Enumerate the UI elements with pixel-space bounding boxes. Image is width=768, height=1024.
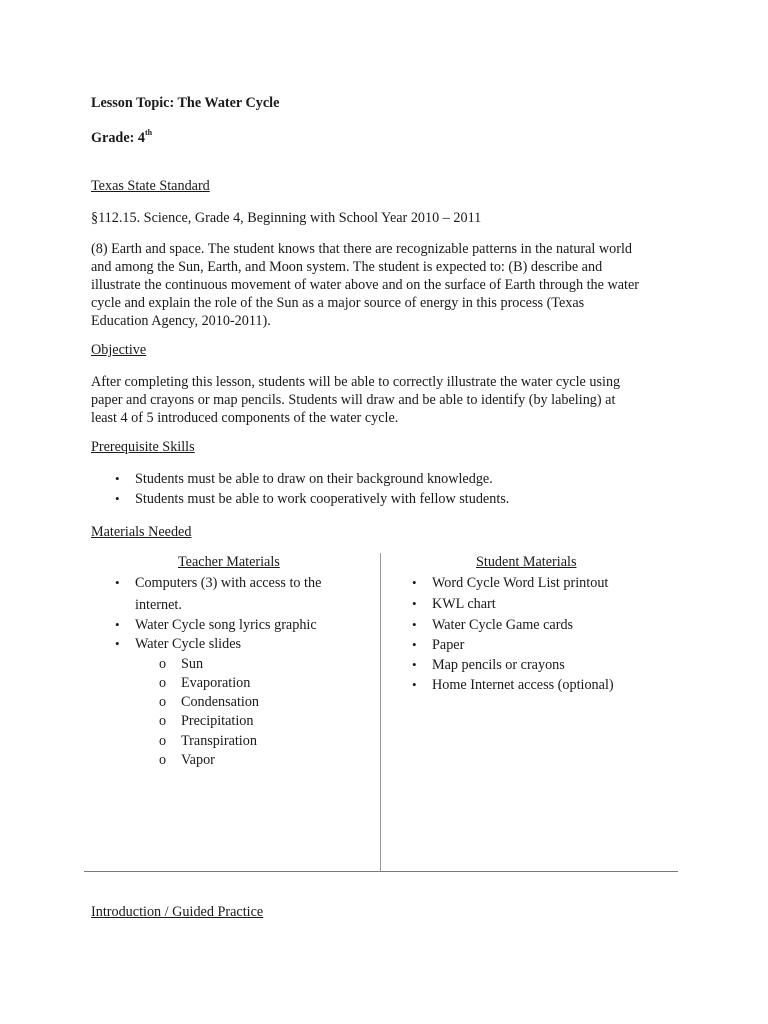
bullet-icon: • [115,491,120,506]
standard-text-line: and among the Sun, Earth, and Moon system. The student is expected to: (B) describe and [91,259,603,275]
slide-subitem: Vapor [181,752,215,768]
bullet-icon: • [115,636,120,651]
student-material-item: Home Internet access (optional) [432,677,614,693]
introduction-heading: Introduction / Guided Practice [91,904,264,920]
bullet-icon: • [412,596,417,611]
teacher-materials-heading: Teacher Materials [178,554,280,570]
standard-code: §112.15. Science, Grade 4, Beginning with School Year 2010 – 2011 [91,210,482,226]
bullet-icon: • [412,657,417,672]
sub-bullet-icon: o [159,694,167,710]
student-materials-heading: Student Materials [476,554,577,570]
standard-text-line: Education Agency, 2010-2011). [91,313,271,329]
table-bottom-rule [84,871,678,872]
bullet-icon: • [115,617,120,632]
materials-heading: Materials Needed [91,524,192,540]
standard-text-line: cycle and explain the role of the Sun as a major source of energy in this process (Texas [91,295,585,311]
bullet-icon: • [412,637,417,652]
grade-label: Grade: 4 [91,130,145,146]
standard-text-line: (8) Earth and space. The student knows that there are recognizable patterns in the natural world [91,241,633,257]
standard-text-line: illustrate the continuous movement of water above and on the surface of Earth through the water [91,277,640,293]
bullet-icon: • [412,575,417,590]
student-material-item: Water Cycle Game cards [432,617,574,633]
grade-suffix: th [144,128,153,137]
sub-bullet-icon: o [159,713,167,729]
slide-subitem: Evaporation [181,675,251,691]
sub-bullet-icon: o [159,733,167,749]
bullet-icon: • [412,677,417,692]
bullet-icon: • [115,471,120,486]
standard-heading: Texas State Standard [91,178,210,194]
sub-bullet-icon: o [159,752,167,768]
teacher-material-item: Computers (3) with access to the [135,575,322,591]
teacher-material-item: Water Cycle song lyrics graphic [135,617,317,633]
bullet-icon: • [115,575,120,590]
objective-text-line: least 4 of 5 introduced components of the water cycle. [91,410,399,426]
student-material-item: Paper [432,637,465,653]
sub-bullet-icon: o [159,675,167,691]
sub-bullet-icon: o [159,656,167,672]
objective-text-line: After completing this lesson, students will be able to correctly illustrate the water cycle using [91,374,621,390]
lesson-topic: Lesson Topic: The Water Cycle [91,95,280,111]
teacher-material-item: Water Cycle slides [135,636,242,652]
objective-text-line: paper and crayons or map pencils. Students will draw and be able to identify (by labeling) at [91,392,616,408]
grade-line [91,130,152,147]
student-material-item: Map pencils or crayons [432,657,565,673]
slide-subitem: Precipitation [181,713,254,729]
slide-subitem: Transpiration [181,733,257,749]
bullet-icon: • [412,617,417,632]
student-material-item: KWL chart [432,596,496,612]
prerequisite-item: Students must be able to draw on their background knowledge. [135,471,493,487]
slide-subitem: Sun [181,656,204,672]
prerequisite-item: Students must be able to work cooperatively with fellow students. [135,491,510,507]
prerequisites-heading: Prerequisite Skills [91,439,195,455]
slide-subitem: Condensation [181,694,260,710]
objective-text [91,373,681,427]
standard-text [91,240,681,330]
objective-heading: Objective [91,342,147,358]
column-divider [380,553,381,871]
teacher-material-item: internet. [135,597,182,613]
student-material-item: Word Cycle Word List printout [432,575,609,591]
